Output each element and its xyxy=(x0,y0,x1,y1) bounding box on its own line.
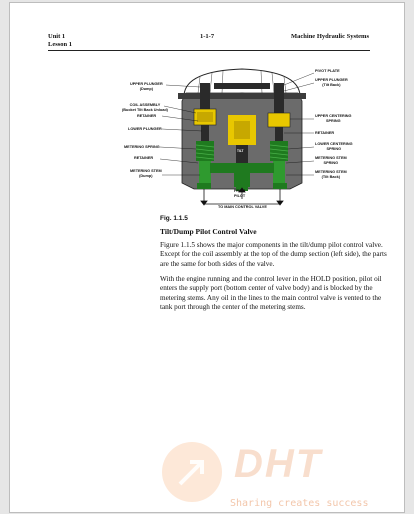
section-title: Tilt/Dump Pilot Control Valve xyxy=(160,227,257,236)
label-upper-centering-spring: UPPER CENTERING SPRING xyxy=(315,114,352,123)
figure-caption: Fig. 1.1.5 xyxy=(160,215,188,222)
header-unit-lesson xyxy=(48,33,72,49)
paragraph-2: With the engine running and the control lever in the HOLD position, pilot oil enters the supply port (bottom center of valve body) and is blocked by the metering stems. Any oil in the lines to the main control valve is vented to the tank port through the center of the metering stems. xyxy=(160,275,382,312)
upper-plunger-tilt xyxy=(274,83,284,113)
header-lesson: Lesson 1 xyxy=(48,41,73,48)
label-retainer-upper: RETAINER xyxy=(137,114,157,118)
label-pivot-plate: PIVOT PLATE xyxy=(315,69,340,73)
lower-plunger-left xyxy=(201,125,209,141)
lower-plunger-right xyxy=(275,127,283,141)
metering-stem-dump xyxy=(199,161,211,183)
label-lower-centering-spring: LOWER CENTERING SPRING xyxy=(315,142,353,151)
document-page xyxy=(9,2,405,513)
label-upper-plunger-dump: UPPER PLUNGER (Dump) xyxy=(130,82,163,91)
pivot-plate xyxy=(214,83,270,89)
watermark xyxy=(160,440,410,514)
label-tilt-tag: TILT xyxy=(237,149,244,153)
pilot-supply-channel xyxy=(210,163,274,173)
header-page-number: 1-1-7 xyxy=(200,33,215,40)
label-from-pilot: FROM PILOT xyxy=(234,189,246,198)
label-to-main-control-valve: TO MAIN CONTROL VALVE xyxy=(218,205,267,209)
label-metering-stem-tilt: METERING STEM (Tilt Back) xyxy=(315,170,347,179)
watermark-brand: DHT xyxy=(234,442,323,486)
label-retainer-right: RETAINER xyxy=(315,131,335,135)
center-tilt-stem xyxy=(236,145,248,163)
header-course-title: Machine Hydraulic Systems xyxy=(291,33,369,40)
upper-plunger-dump xyxy=(200,83,210,109)
header-unit: Unit 1 xyxy=(48,33,66,40)
cover-ribs xyxy=(198,71,286,93)
label-upper-plunger-tilt: UPPER PLUNGER (Tilt Back) xyxy=(315,78,348,87)
metering-stem-tilt xyxy=(273,161,285,183)
label-metering-spring: METERING SPRING xyxy=(124,145,160,149)
pilot-valve-figure xyxy=(102,63,382,213)
label-coil-assembly: COIL ASSEMBLY (Bucket Tilt Back Unload) xyxy=(122,103,168,112)
watermark-logo-icon xyxy=(160,440,224,504)
label-retainer-lower: RETAINER xyxy=(134,156,154,160)
watermark-tagline: Sharing creates success xyxy=(230,498,369,509)
label-lower-plunger: LOWER PLUNGER xyxy=(128,127,162,131)
paragraph-1: Figure 1.1.5 shows the major components in the tilt/dump pilot control valve. Except for the coil assembly at the top of the dump section (left side), the parts are the same for both sides of the valve. xyxy=(160,241,387,268)
header-divider xyxy=(48,50,370,51)
label-metering-stem-spring: METERING STEM SPRING xyxy=(315,156,347,165)
label-metering-stem-dump: METERING STEM (Dump) xyxy=(130,169,162,178)
upper-centering-spring xyxy=(268,113,290,127)
